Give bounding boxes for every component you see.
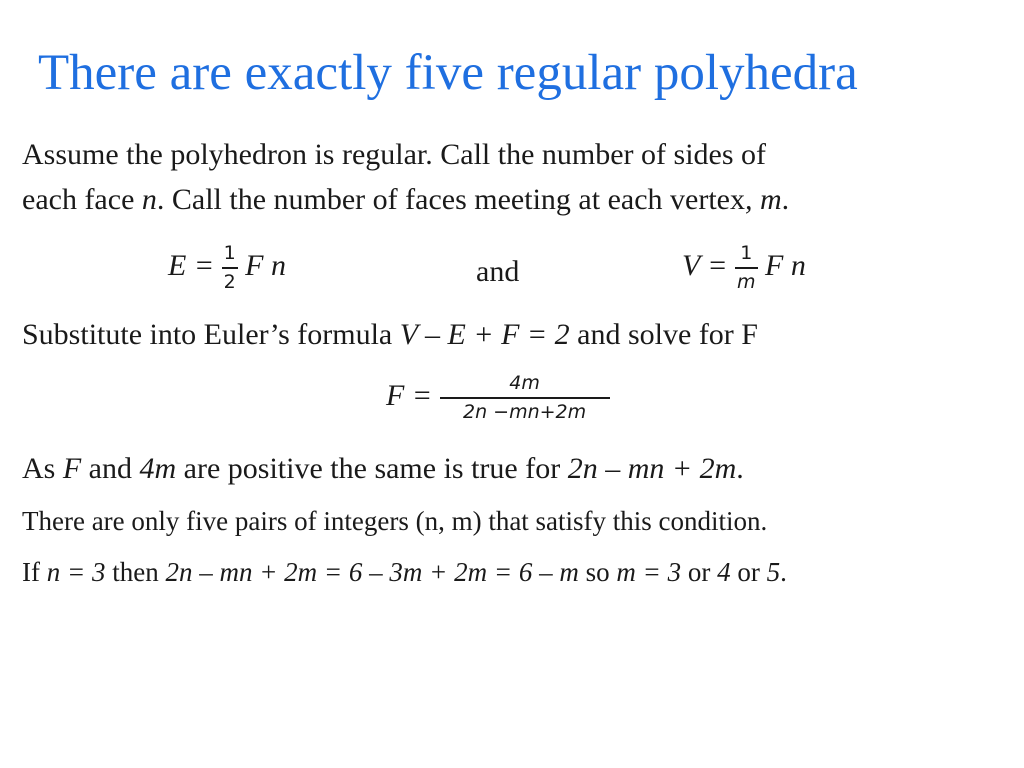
text-segment: and solve for F (569, 318, 758, 351)
equation-faces (386, 374, 610, 422)
text-segment: . (780, 557, 787, 587)
expression-simplified: 2n – mn + 2m = 6 – 3m + 2m = 6 – m (165, 557, 579, 587)
variable-f: F (62, 452, 82, 485)
solution-5: 5 (766, 557, 781, 587)
equation-lhs: F = (386, 378, 440, 412)
text-segment: so (578, 557, 617, 587)
expression-denominator: 2n – mn + 2m (567, 452, 737, 485)
fraction-denominator: 2 (223, 271, 236, 293)
fraction-numerator: 4m (440, 374, 610, 399)
equation-rhs: F n (765, 248, 806, 282)
condition-n3: n = 3 (46, 557, 106, 587)
fraction-numerator: 1 (735, 244, 758, 269)
fraction-denominator: m (737, 271, 756, 293)
solution-m3: m = 3 (616, 557, 682, 587)
text-segment: As (22, 452, 63, 485)
expression-4m: 4m (139, 452, 177, 485)
equation-lhs: E = (168, 248, 222, 282)
euler-formula: V – E + F = 2 (399, 318, 570, 351)
text-segment: or (730, 557, 767, 587)
paragraph-assume-line2 (22, 183, 789, 217)
text-segment: . (781, 183, 790, 216)
fraction-one-half (222, 244, 238, 292)
slide-title: There are exactly five regular polyhedra (38, 45, 858, 101)
equation-connector-and: and (476, 255, 520, 288)
text-segment: or (681, 557, 718, 587)
text-segment: If (22, 557, 47, 587)
equation-edges (168, 244, 286, 292)
text-segment: . (736, 452, 744, 485)
fraction-denominator: 2n −mn+2m (462, 401, 587, 423)
paragraph-five-pairs: There are only five pairs of integers (n, m) that satisfy this condition. (22, 506, 768, 536)
text-segment: and (81, 452, 140, 485)
solution-4: 4 (717, 557, 731, 587)
variable-n: n (141, 183, 157, 216)
text-segment: each face (22, 183, 142, 216)
fraction-numerator: 1 (222, 244, 238, 269)
equation-lhs: V = (682, 248, 736, 282)
text-segment: then (105, 557, 166, 587)
paragraph-case-n3 (22, 557, 787, 588)
paragraph-positive (22, 452, 744, 486)
paragraph-substitute (22, 318, 758, 352)
text-segment: . Call the number of faces meeting at each vertex (156, 183, 745, 216)
fraction-faces (440, 374, 610, 422)
variable-m: , m (744, 183, 782, 216)
text-segment: are positive the same is true for (176, 452, 568, 485)
equation-rhs: F n (245, 248, 286, 282)
equation-vertices (682, 244, 806, 292)
paragraph-assume-line1: Assume the polyhedron is regular. Call the number of sides of (22, 138, 767, 171)
text-segment: Substitute into Euler’s formula (22, 318, 400, 351)
fraction-one-over-m (735, 244, 758, 292)
